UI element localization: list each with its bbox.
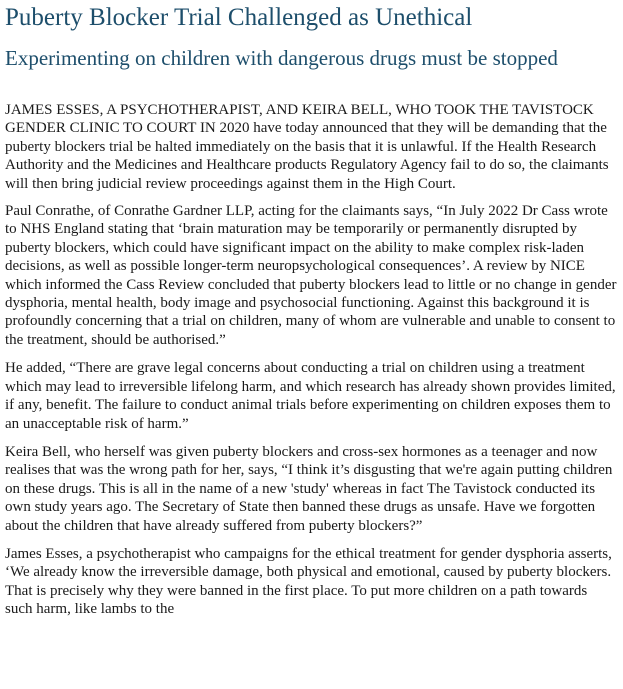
paragraph-conrathe-quote: Paul Conrathe, of Conrathe Gardner LLP, acting for the claimants says, “In July 2022 Dr Cass wrote to NHS England stating that ‘brain maturation may be temporarily or permanently disrupted by puberty blockers, which could have significant impact on the ability to make complex risk-laden decisions, as well as possible longer-term neuropsychological consequences’. A review by NICE which informed the Cass Review concluded that puberty blockers lead to little or no change in gender dysphoria, mental health, body image and psychosocial functioning. Against this background it is profoundly concerning that a trial on children, many of whom are vulnerable and unable to consent to the treatment, should be authorised.”	[5, 203, 617, 348]
article-body	[5, 101, 617, 619]
paragraph-keira-bell-quote: Keira Bell, who herself was given puberty blockers and cross-sex hormones as a teenager and now realises that was the wrong path for her, says, “I think it’s disgusting that we're again putting children on these drugs. This is all in the name of a new 'study' whereas in fact The Tavistock conducted its own study years ago. The Secretary of State then banned these drugs as unsafe. Have we forgotten about the children that have already suffered from puberty blockers?”	[5, 443, 613, 534]
paragraph-james-esses-quote: James Esses, a psychotherapist who campaigns for the ethical treatment for gender dysphoria asserts, ‘We already know the irreversible damage, both physical and emotional, caused by puberty blockers. That is precisely why they were banned in the first place. To put more children on a path towards such harm, like lambs to the	[5, 545, 612, 618]
article-page	[5, 0, 617, 629]
subheadline: Experimenting on children with dangerous drugs must be stopped	[5, 46, 558, 70]
paragraph-legal-concerns: He added, “There are grave legal concerns about conducting a trial on children using a treatment which may lead to irreversible lifelong harm, and which research has already shown provides limited, if any, benefit. The failure to conduct animal trials before experimenting on children exposes them to an unacceptable risk of harm.”	[5, 360, 616, 432]
headline: Puberty Blocker Trial Challenged as Unethical	[5, 4, 473, 31]
paragraph-intro: JAMES ESSES, A PSYCHOTHERAPIST, AND KEIRA BELL, WHO TOOK THE TAVISTOCK GENDER CLINIC TO COURT IN 2020 have today announced that they will be demanding that the puberty blockers trial be halted immediately on the basis that it is unlawful. If the Health Research Authority and the Medicines and Healthcare products Regulatory Agency fail to do so, the claimants will then bring judicial review proceedings against them in the High Court.	[5, 102, 609, 192]
